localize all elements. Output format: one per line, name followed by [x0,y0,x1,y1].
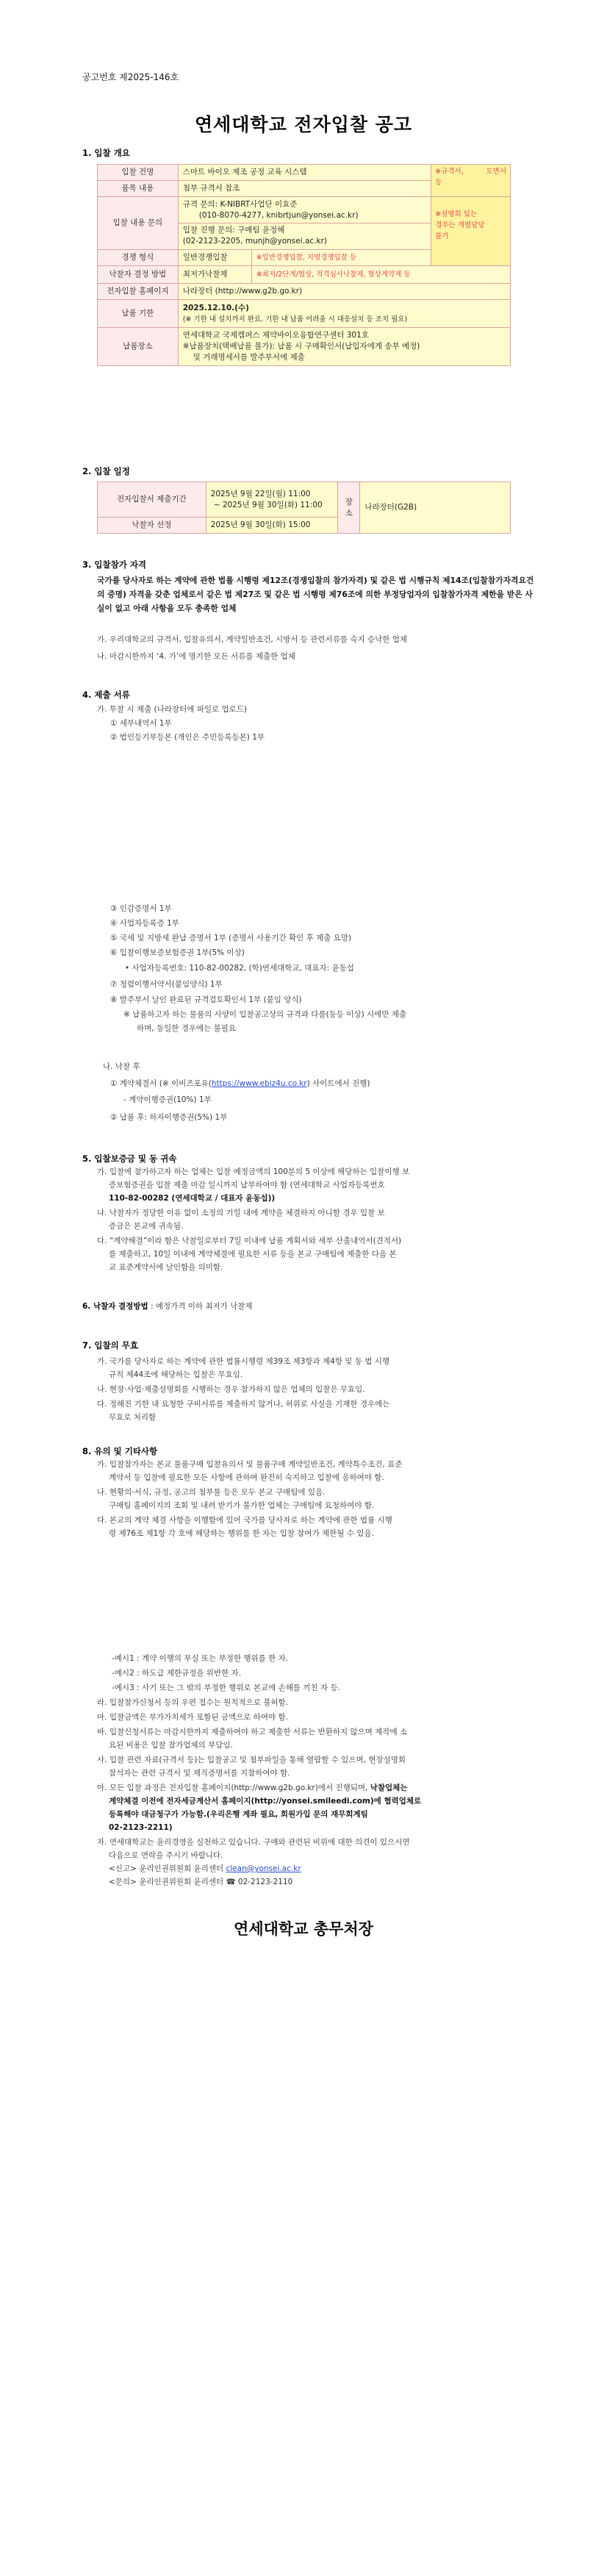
section-5-heading: 5. 입찰보증금 및 동 귀속 [82,1153,177,1164]
contract-type-cell [178,250,431,266]
notice-na-2: 구매팀 홈페이지의 조회 및 내려 받기가 불가한 업체는 구매팀에 요청하여야 함. [109,1501,375,1510]
signature: 연세대학교 총무처장 [234,1920,373,1938]
notice-example-2: -예시2 : 하도급 제한규정을 위반한 자. [112,1669,242,1678]
contact-spec-line2: (010-8070-4277, knibrtjun@yonsei.ac.kr) [198,211,359,220]
invalid-ga-2: 규칙 제44조에 해당하는 입찰은 무효임. [109,1370,243,1379]
report-line: <신고> 윤리인권위원회 윤리센터 clean@yonsei.ac.kr [109,1864,301,1873]
schedule-table [97,482,511,534]
delivery-label: 납품 기한 [98,300,179,328]
submit-period-value: 2025년 9월 22일(월) 11:00 ~ 2025년 9월 30일(화) 11:00 [206,482,338,518]
deposit-ga-1: 가. 입찰에 참가하고자 하는 업체는 입찰 예정금액의 100분의 5 이상에 해당하는 입찰이행 보 [97,1167,410,1176]
docs-ga-8: ⑧ 발주부서 날인 완료된 규격검토확인서 1부 (붙임 양식) [110,995,302,1004]
delivery-cell [178,300,510,328]
docs-na-1: ① 계약체결서 (※ 이비즈포유(https://www.ebiz4u.co.kr) 사이트에서 진행) [110,1079,370,1088]
docs-ga-4: ④ 사업자등록증 1부 [110,919,179,928]
project-label: 입찰 건명 [98,165,179,181]
docs-ga-5: ⑤ 국세 및 지방세 완납 증명서 1부 (증명서 사용기간 확인 후 제출 요망) [110,934,352,942]
invalid-na: 나. 현장·사업·제출설명회를 시행하는 경우 참가하지 않은 업체의 입찰은 무효임. [97,1385,365,1394]
section-6-heading: 6. 낙찰자 결정방법 [82,1302,148,1311]
notice-a-4: 02-2123-2211) [109,1823,173,1832]
award-method-label: 낙찰자 결정 방법 [98,266,179,284]
notice-sa-1: 사. 입찰 관련 자료(규격서 등)는 입찰공고 및 첨부파일을 통해 열람할 수 있으며, 현장설명회 [97,1756,406,1764]
notice-ba-1: 바. 입찰신청서류는 마감시한까지 제출하여야 하고 제출한 서류는 반환하지 않으며 제작에 소 [97,1728,408,1736]
invalid-ga-1: 가. 국가를 당사자로 하는 계약에 관한 법률시행령 제39조 제3항과 제4항 및 동 법 시행 [97,1357,390,1366]
docs-ga-3: ③ 인감증명서 1부 [110,904,172,913]
delivery-value: 2025.12.10.(수) [182,303,249,312]
award-method-cell [178,266,510,284]
section-1-heading: 1. 입찰 개요 [82,148,130,158]
deposit-na-2: 증금은 본교에 귀속됨. [109,1222,184,1231]
docs-ga-2: ② 법인등기부등본 (개인은 주민등록등본) 1부 [110,733,265,742]
docs-ga-7: ⑦ 청렴이행서약서(붙임양식) 1부 [110,980,223,989]
docs-ga-1: ① 세부내역서 1부 [110,719,172,728]
award-method-value: 최저가낙찰제 [179,266,252,283]
section-8-heading: 8. 유의 및 기타사항 [82,1446,158,1456]
deposit-da-1: 다. “계약해결”이라 함은 낙찰일로부터 7일 이내에 납품 계획서와 세부 산출내역서(견적서) [97,1237,402,1245]
docs-na: 나. 낙찰 후 [103,1062,140,1071]
delivery-note: (※ 기한 내 설치까지 완료. 기한 내 납품 어려울 시 대응설치 등 조치 필요) [182,315,408,323]
docs-ga-8-note-1: ※ 납품하고자 하는 물품의 사양이 입찰공고상의 규격과 다를(동등 이상) 시에만 제출 [123,1010,407,1019]
announcement-number: 공고번호 제2025-146호 [82,72,179,82]
contract-type-memo: ※일반경쟁입찰, 지명경쟁입찰 등 [256,254,357,262]
homepage-value[interactable]: 나라장터 (http://www.g2b.go.kr) [178,284,510,300]
notice-ra: 라. 입찰참가신청서 등의 우편 접수는 원칙적으로 불허함. [97,1698,288,1707]
docs-na-1-sub: - 계약이행증권(10%) 1부 [123,1095,212,1104]
submit-period-label: 전자입찰서 제출기간 [98,482,206,518]
section-3-heading: 3. 입찰참가 자격 [82,559,147,570]
section-2-heading: 2. 입찰 일정 [82,466,130,476]
item-label: 품목 내용 [98,181,179,197]
notice-ma: 마. 입찰금액은 부가가치세가 포함된 금액으로 하여야 함. [97,1713,288,1722]
schedule-place-label: 장소 [338,482,360,534]
deposit-da-3: 교 표준계약서에 날인함을 의미함. [109,1263,223,1272]
place-cell [178,328,510,366]
place-label: 납품장소 [98,328,179,366]
overview-table [97,164,511,366]
notice-da-1: 다. 본교의 계약 체결 사항을 이행함에 있어 국가를 당사자로 하는 계약에 관한 법률 시행 [97,1516,392,1525]
item-value: 첨부 규격서 참조 [178,181,431,197]
docs-ga-8-note-2: 하며, 동일한 경우에는 불필요 [137,1024,237,1033]
notice-a-3: 등록해야 대금청구가 가능함.(우리은행 계좌 필요, 회원가입 문의 재무회계팀 [109,1810,368,1819]
page-title: 연세대학교 전자입찰 공고 [194,114,413,135]
memo-briefing: ※설명회 있는 경우는 개별담당 불가 [431,197,511,266]
contact-spec-line1: 규격 문의: K-NIBRT사업단 이효준 [182,200,298,209]
contact-value [178,197,431,250]
contact-label: 입찰 내용 문의 [98,197,179,250]
place-value-line2: ※납품장치(택배납품 불가): 납품 시 구매확인서(납입자에게 송부 예정) [182,342,420,351]
project-value: 스마트 바이오 제조 공정 교육 시스템 [178,165,431,181]
notice-sa-2: 참석자는 관련 규격서 및 재직증명서를 지참하여야 함. [109,1769,290,1778]
notice-example-3: -예시3 : 사기 또는 그 밖의 부정한 행위로 본교에 손해를 끼친 자 등. [112,1684,340,1692]
notice-a-1: 아. 모든 입찰 과정은 전자입찰 홈페이지(http://www.g2b.go.kr)에서 진행되며, 낙찰업체는 [97,1783,408,1792]
place-value-line3: 및 거래명세서를 발주부서에 제출 [193,353,305,362]
invalid-da-1: 다. 정해진 기한 내 요청한 구비서류를 제출하지 않거나, 허위로 사실을 기재한 경우에는 [97,1400,390,1409]
contact-bid-line1: 입찰 진행 문의: 구매팀 윤정해 [182,226,285,235]
notice-ga-1: 가. 입찰참가자는 본교 물품구매 입찰유의서 및 물품구매 계약일반조건, 계약특수조건, 표준 [97,1460,403,1469]
notice-ga-2: 계약서 등 입찰에 필요한 모든 사항에 관하여 완전히 숙지하고 입찰에 응하여야 함. [109,1473,384,1482]
winner-label: 낙찰자 선정 [98,518,206,534]
notice-example-1: -예시1 : 계약 이행의 부실 또는 부정한 행위를 한 자. [112,1654,289,1663]
notice-na-1: 나. 현황의·서식, 규정, 공고의 첨부물 등은 모두 본교 구매팀에 있음. [97,1488,326,1497]
deposit-na-1: 나. 낙찰자가 정당한 이유 없이 소정의 기일 내에 계약을 체결하지 아니할 경우 입찰 보 [97,1209,385,1217]
docs-ga-6: ⑥ 입찰이행보증보험증권 1부(5% 이상) [110,948,245,957]
notice-da-2: 령 제76조 제1항 각 호에 해당하는 행위를 한 자는 입찰 참여가 제한될 수 있음. [109,1529,374,1538]
section-6-value: : 예정가격 이하 최저가 낙찰제 [150,1302,253,1311]
eligibility-text: 국가를 당사자로 하는 계약에 관한 법률 시행령 제12조(경쟁입찰의 참가자격) 및 같은 법 시행규칙 제14조(입찰참가자격요건의 증명) 자격을 갖춘 업체로서 같은 법 제27조 및 같은 법 시행령 제76조에 의한 부정당업자의 입찰참가자격 제한을 받은 사실이 없고 아래 사항을 모두 충족한 업체 [97,576,534,613]
inquiry-line: <문의> 윤리인권위원회 윤리센터 ☎ 02-2123-2110 [109,1878,293,1886]
memo-spec: ※규격서, 도면서 등 [431,165,511,197]
contract-type-value: 일반경쟁입찰 [179,250,252,265]
place-value-line1: 연세대학교 국제캠퍼스 제약바이오융합연구센터 301호 [182,331,369,340]
docs-ga: 가. 투찰 시 제출 (나라장터에 파일로 업로드) [97,705,247,714]
eligibility-item-ga: 가. 우리대학교의 규격서, 입찰유의서, 계약일반조건, 시방서 등 관련서류를 숙지 승낙한 업체 [97,635,408,644]
notice-ja-1: 자. 연세대학교는 윤리경영을 실천하고 있습니다. 구매와 관련된 비위에 대한 의견이 있으시면 [97,1838,410,1847]
section-7-heading: 7. 입찰의 무효 [82,1340,138,1350]
deposit-ga-2: 증보험증권을 입찰 제출 마감 일시까지 납부하여야 함 (연세대학교 사업자등록번호 [109,1181,385,1189]
schedule-place-value: 나라장터(G2B) [360,482,511,534]
contract-type-label: 경쟁 형식 [98,250,179,266]
section-4-heading: 4. 제출 서류 [82,690,130,700]
winner-value: 2025년 9월 30일(화) 15:00 [206,518,338,534]
eligibility-item-na: 나. 마감시한까지 ‘4. 가’에 명기한 모든 서류를 제출한 업체 [97,652,295,661]
notice-ja-2: 다음으로 연락을 주시기 바랍니다. [109,1851,223,1860]
deposit-da-2: 를 제출하고, 10일 이내에 계약체결에 필요한 서류 등을 본교 구매팀에 제출한 다음 본 [109,1250,397,1259]
ebiz-link[interactable]: https://www.ebiz4u.co.kr [211,1079,307,1088]
notice-a-2: 계약체결 이전에 전자세금계산서 홈페이지(http://yonsei.smileedi.com)에 협력업체로 [109,1797,422,1806]
deposit-ga-3: 110-82-00282 (연세대학교 / 대표자 윤동섭)) [109,1194,276,1203]
homepage-label: 전자입찰 홈페이지 [98,284,179,300]
report-email-link[interactable]: clean@yonsei.ac.kr [226,1864,301,1873]
award-method-memo: ※최저/2단계/협상, 적격심사낙찰제, 협상계약제 등 [256,271,411,279]
contact-bid-line2: (02-2123-2205, munjh@yonsei.ac.kr) [182,237,327,246]
notice-ba-2: 요된 비용은 입찰 참가업체의 부담임. [109,1741,233,1750]
docs-na-2: ② 납품 후: 하자이행증권(5%) 1부 [110,1113,228,1122]
docs-ga-6-sub: • 사업자등록번호: 110-82-00282, (학)연세대학교, 대표자: 윤동섭 [125,964,354,973]
section-6 [82,1300,253,1313]
invalid-da-2: 무효로 처리함 [109,1413,157,1422]
